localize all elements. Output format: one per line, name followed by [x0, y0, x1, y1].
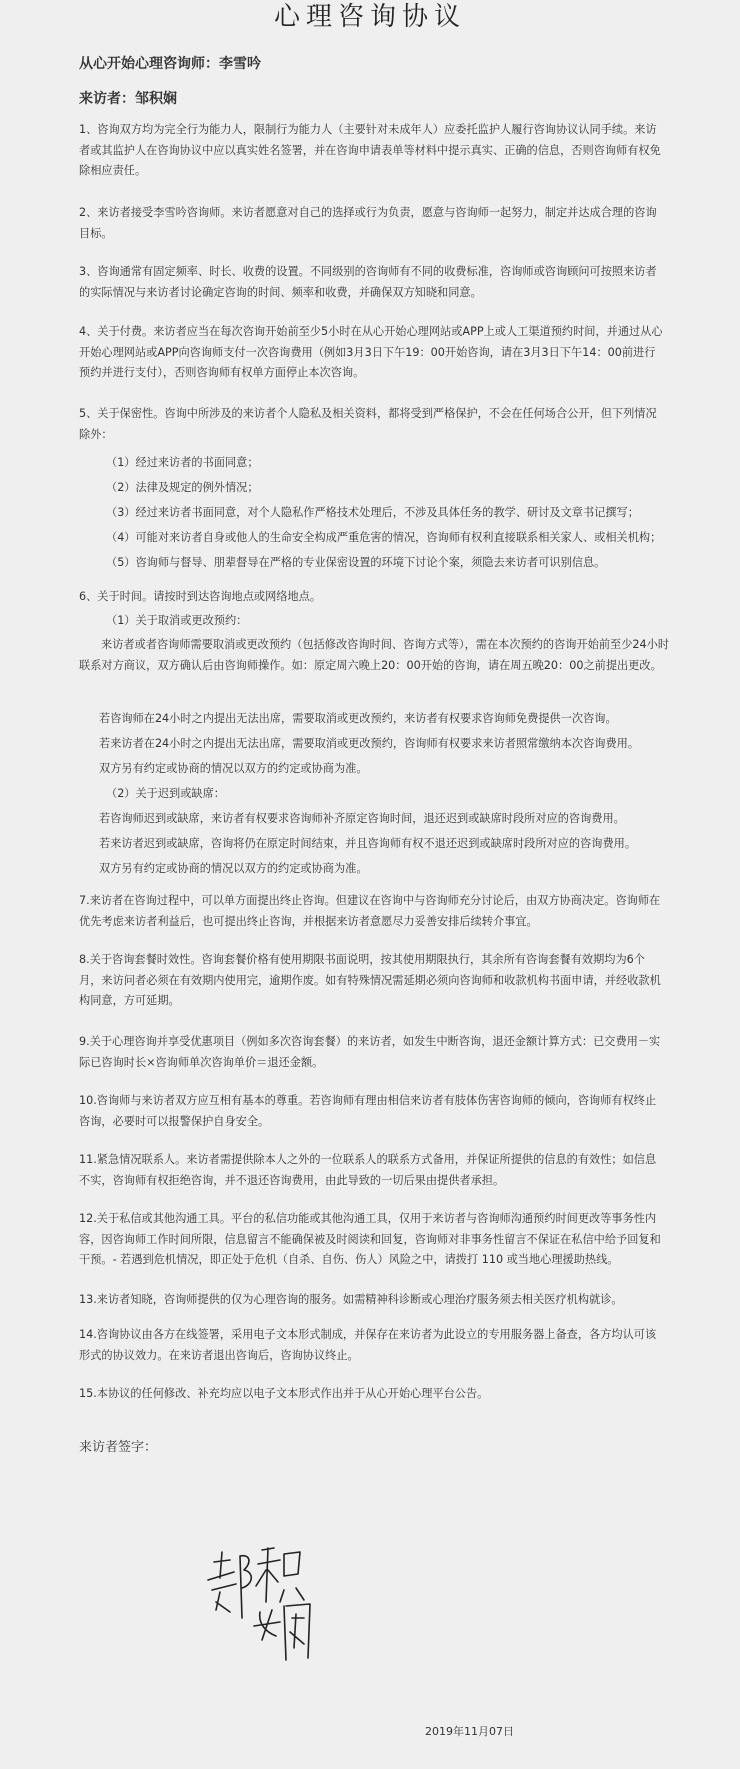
clause-6-sub2-title: （2）关于迟到或缺席：	[106, 787, 225, 800]
clause-6-head: 6、关于时间。请按时到达咨询地点或网络地点。	[79, 590, 322, 603]
clause-5: 5、关于保密性。咨询中所涉及的来访者个人隐私及相关资料，都将受到严格保护，不会在任何场合公开，但下列情况除外：	[79, 407, 657, 441]
counselor-line: 从心开始心理咨询师：李雪吟	[79, 56, 261, 72]
clause-6-sub1-c: 双方另有约定或协商的情况以双方的约定或协商为准。	[99, 762, 368, 775]
clause-12: 12.关于私信或其他沟通工具。平台的私信功能或其他沟通工具，仅用于来访者与咨询师沟通预约时间更改等事务性内容，因咨询师工作时间所限，信息留言不能确保被及时阅读和回复，咨询师对非事务性留言不保证在私信中给予回复和干预。- 若遇到危机情况，即正处于危机（自杀、自伤、伤人）风险之中，请拨打 110 或当地心理援助热线。	[79, 1212, 661, 1266]
clause-5-item-1: （1）经过来访者的书面同意；	[106, 456, 259, 469]
clause-5-item-2: （2）法律及规定的例外情况；	[106, 481, 259, 494]
clause-8: 8.关于咨询套餐时效性。咨询套餐价格有使用期限书面说明，按其使用期限执行，其余所有咨询套餐有效期均为6个月，来访问者必须在有效期内使用完，逾期作废。如有特殊情况需延期必须向咨询师和收款机构书面申请，并经收款机构同意，方可延期。	[79, 953, 661, 1007]
clause-9: 9.关于心理咨询并享受优惠项目（例如多次咨询套餐）的来访者，如发生中断咨询，退还金额计算方式：已交费用－实际已咨询时长×咨询师单次咨询单价＝退还金额。	[79, 1035, 661, 1069]
clause-6-sub2-b: 若来访者迟到或缺席，咨询将仍在原定时间结束，并且咨询师有权不退还迟到或缺席时段所对应的咨询费用。	[99, 837, 637, 850]
clause-6-sub1-title: （1）关于取消或更改预约：	[106, 614, 248, 627]
clause-6-sub2-a: 若咨询师迟到或缺席，来访者有权要求咨询师补齐原定咨询时间，退还迟到或缺席时段所对应的咨询费用。	[99, 812, 625, 825]
clause-4: 4、关于付费。来访者应当在每次咨询开始前至少5小时在从心开始心理网站或APP上或人工渠道预约时间，并通过从心开始心理网站或APP向咨询师支付一次咨询费用（例如3月3日下午19：00开始咨询，请在3月3日下午14：00前进行预约并进行支付），否则咨询师有权单方面停止本次咨询。	[79, 325, 663, 379]
clause-13: 13.来访者知晓，咨询师提供的仅为心理咨询的服务。如需精神科诊断或心理治疗服务须去相关医疗机构就诊。	[79, 1293, 623, 1306]
signature-label: 来访者签字：	[79, 1440, 158, 1455]
clause-6-sub2-c: 双方另有约定或协商的情况以双方的约定或协商为准。	[99, 862, 368, 875]
clause-14: 14.咨询协议由各方在线签署，采用电子文本形式制成，并保存在来访者为此设立的专用服务器上备查，各方均认可该形式的协议效力。在来访者退出咨询后，咨询协议终止。	[79, 1328, 657, 1362]
signing-date: 2019年11月07日	[425, 1725, 514, 1738]
clause-1: 1、咨询双方均为完全行为能力人，限制行为能力人（主要针对未成年人）应委托监护人履行咨询协议认同手续。来访者或其监护人在咨询协议中应以真实姓名签署，并在咨询申请表单等材料中提示真实、正确的信息，否则咨询师有权免除相应责任。	[79, 123, 661, 177]
clause-2: 2、来访者接受李雪吟咨询师。来访者愿意对自己的选择或行为负责，愿意与咨询师一起努力，制定并达成合理的咨询目标。	[79, 206, 657, 240]
handwritten-signature	[200, 1540, 350, 1674]
clause-6-sub1-b: 若来访者在24小时之内提出无法出席，需要取消或更改预约，咨询师有权要求来访者照常缴纳本次咨询费用。	[99, 737, 640, 750]
visitor-line: 来访者：邹积娴	[79, 91, 177, 107]
clause-5-item-3: （3）经过来访者书面同意，对个人隐私作严格技术处理后，不涉及具体任务的教学、研讨及文章书记撰写；	[106, 506, 639, 519]
clause-10: 10.咨询师与来访者双方应互相有基本的尊重。若咨询师有理由相信来访者有肢体伤害咨询师的倾向，咨询师有权终止咨询，必要时可以报警保护自身安全。	[79, 1094, 657, 1128]
clause-6-sub1-para: 来访者或者咨询师需要取消或更改预约（包括修改咨询时间、咨询方式等），需在本次预约的咨询开始前至少24小时联系对方商议，双方确认后由咨询师操作。如：原定周六晚上20：00开始的咨询，请在周五晚20：00之前提出更改。	[79, 638, 670, 672]
clause-7: 7.来访者在咨询过程中，可以单方面提出终止咨询。但建议在咨询中与咨询师充分讨论后，由双方协商决定。咨询师在优先考虑来访者利益后，也可提出终止咨询，并根据来访者意愿尽力妥善安排后续转介事宜。	[79, 894, 661, 928]
clause-11: 11.紧急情况联系人。来访者需提供除本人之外的一位联系人的联系方式备用，并保证所提供的信息的有效性；如信息不实，咨询师有权拒绝咨询，并不退还咨询费用，由此导致的一切后果由提供者承担。	[79, 1153, 657, 1187]
document-title: 心理咨询协议	[273, 2, 466, 32]
clause-6-sub1-a: 若咨询师在24小时之内提出无法出席，需要取消或更改预约，来访者有权要求咨询师免费提供一次咨询。	[99, 712, 617, 725]
clause-5-item-4: （4）可能对来访者自身或他人的生命安全构成严重危害的情况，咨询师有权利直接联系相关家人、或相关机构；	[106, 531, 662, 544]
clause-3: 3、咨询通常有固定频率、时长、收费的设置。不同级别的咨询师有不同的收费标准，咨询师或咨询顾问可按照来访者的实际情况与来访者讨论确定咨询的时间、频率和收费，并确保双方知晓和同意。	[79, 265, 657, 299]
clause-5-item-5: （5）咨询师与督导、朋辈督导在严格的专业保密设置的环境下讨论个案，须隐去来访者可识别信息。	[106, 556, 606, 569]
clause-15: 15.本协议的任何修改、补充均应以电子文本形式作出并于从心开始心理平台公告。	[79, 1387, 489, 1400]
